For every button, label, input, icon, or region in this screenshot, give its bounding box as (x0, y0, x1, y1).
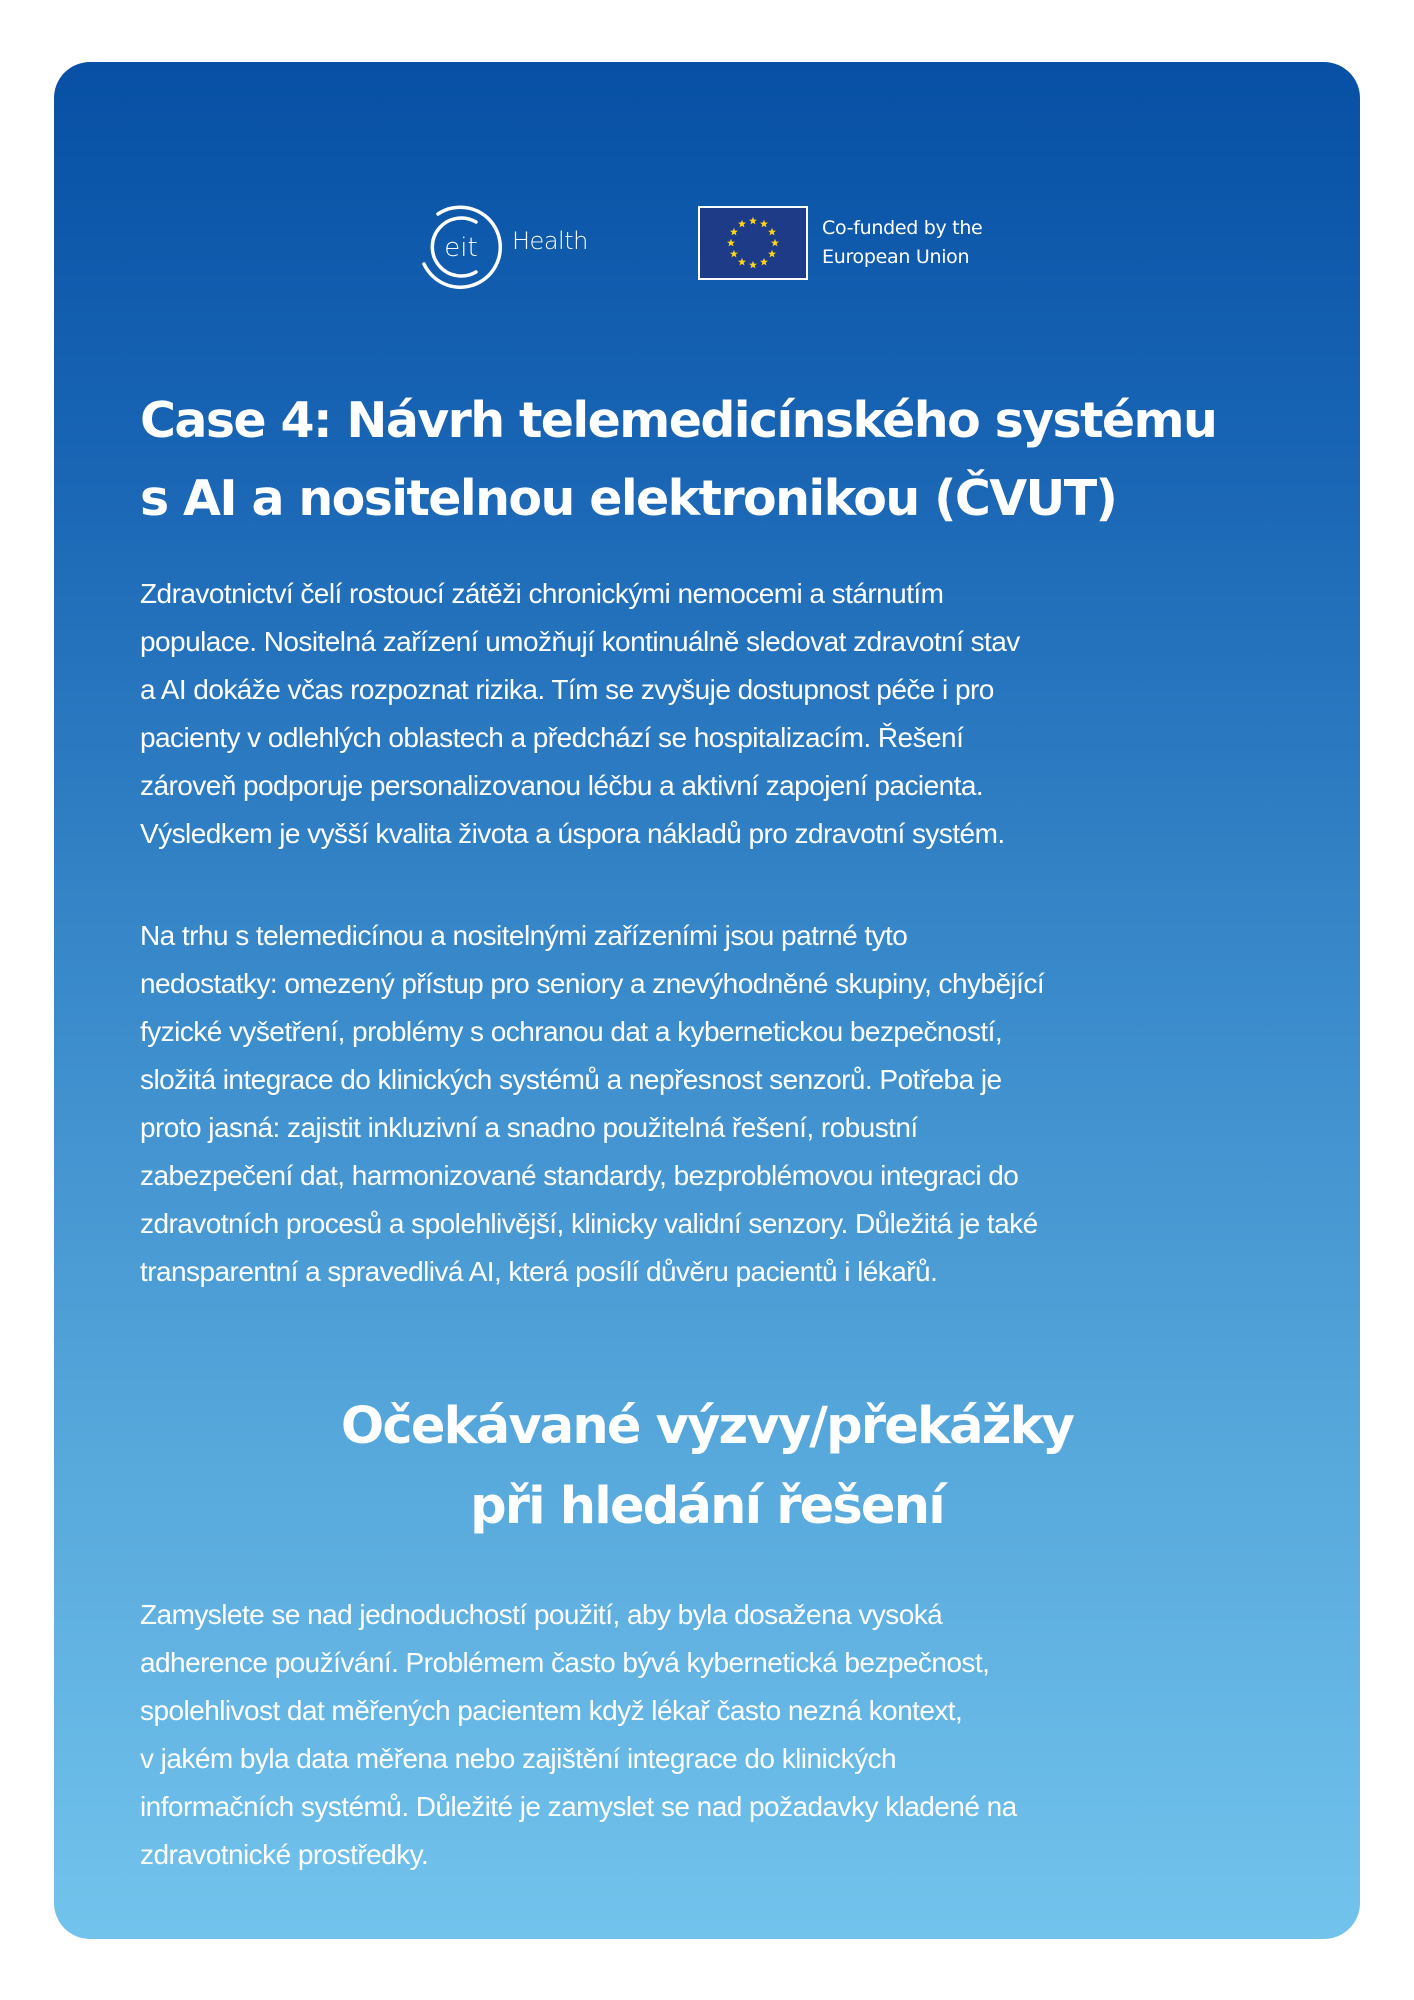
text-line: Zdravotnictví čelí rostoucí zátěži chronickými nemocemi a stárnutím (140, 578, 944, 609)
eu-star-icon (749, 261, 757, 269)
eu-star-icon (771, 239, 779, 247)
eu-funding-line: European Union (822, 246, 970, 268)
text-line: transparentní a spravedlivá AI, která posílí důvěru pacientů i lékařů. (140, 1256, 938, 1287)
text-line: nedostatky: omezený přístup pro seniory a znevýhodněné skupiny, chybějící (140, 968, 1045, 999)
eu-funding-line: Co-funded by the (822, 217, 983, 239)
text-line: pacienty v odlehlých oblastech a předchází se hospitalizacím. Řešení (140, 722, 964, 753)
eu-star-icon (730, 228, 738, 236)
eu-star-icon (768, 250, 776, 258)
text-line: Na trhu s telemedicínou a nositelnými zařízeními jsou patrné tyto (140, 920, 908, 951)
eit-health-logo (416, 202, 616, 292)
text-line: zdravotnické prostředky. (140, 1839, 429, 1870)
text-line: složitá integrace do klinických systémů a nepřesnost senzorů. Potřeba je (140, 1064, 1002, 1095)
text-line: proto jasná: zajistit inkluzivní a snadno použitelná řešení, robustní (140, 1112, 918, 1143)
eu-star-icon (738, 220, 746, 228)
text-line: v jakém byla data měřena nebo zajištění integrace do klinických (140, 1743, 896, 1774)
text-line: fyzické vyšetření, problémy s ochranou dat a kybernetickou bezpečností, (140, 1016, 1003, 1047)
intro-paragraph-market-gaps (140, 912, 1044, 1296)
eu-flag-icon (700, 208, 806, 278)
case-card (54, 62, 1360, 1939)
eu-star-icon (768, 228, 776, 236)
heading-line: při hledání řešení (470, 1477, 944, 1536)
text-line: spolehlivost dat měřených pacientem když lékař často nezná kontext, (140, 1695, 963, 1726)
logo-bar (54, 202, 1360, 292)
text-line: informačních systémů. Důležité je zamyslet se nad požadavky kladené na (140, 1791, 1017, 1822)
eu-funding-text (822, 214, 982, 272)
title-line: s AI a nositelnou elektronikou (ČVUT) (140, 470, 1117, 527)
text-line: populace. Nositelná zařízení umožňují kontinuálně sledovat zdravotní stav (140, 626, 1020, 657)
intro-paragraph-context (140, 570, 1020, 858)
text-line: a AI dokáže včas rozpoznat rizika. Tím se zvyšuje dostupnost péče i pro (140, 674, 994, 705)
eit-logo-text: eit (444, 233, 478, 263)
eu-star-icon (760, 258, 768, 266)
eu-star-icon (738, 258, 746, 266)
eit-brand-label: Health (512, 227, 588, 255)
eu-star-icon (749, 217, 757, 225)
eu-star-icon (730, 250, 738, 258)
text-line: Výsledkem je vyšší kvalita života a úspora nákladů pro zdravotní systém. (140, 818, 1005, 849)
text-line: Zamyslete se nad jednoduchostí použití, aby byla dosažena vysoká (140, 1599, 943, 1630)
title-line: Case 4: Návrh telemedicínského systému (140, 392, 1217, 449)
heading-line: Očekávané výzvy/překážky (340, 1397, 1074, 1456)
challenges-paragraph (140, 1591, 1017, 1879)
text-line: zdravotních procesů a spolehlivější, klinicky validní senzory. Důležitá je také (140, 1208, 1038, 1239)
text-line: zabezpečení dat, harmonizované standardy, bezproblémovou integraci do (140, 1160, 1019, 1191)
eu-flag (698, 206, 808, 280)
eit-health-logo-icon (416, 202, 506, 292)
page-title (140, 382, 1216, 538)
eu-star-icon (727, 239, 735, 247)
text-line: zároveň podporuje personalizovanou léčbu a aktivní zapojení pacienta. (140, 770, 984, 801)
text-line: adherence používání. Problémem často bývá kybernetická bezpečnost, (140, 1647, 990, 1678)
eu-star-icon (760, 220, 768, 228)
challenges-heading (54, 1387, 1360, 1547)
